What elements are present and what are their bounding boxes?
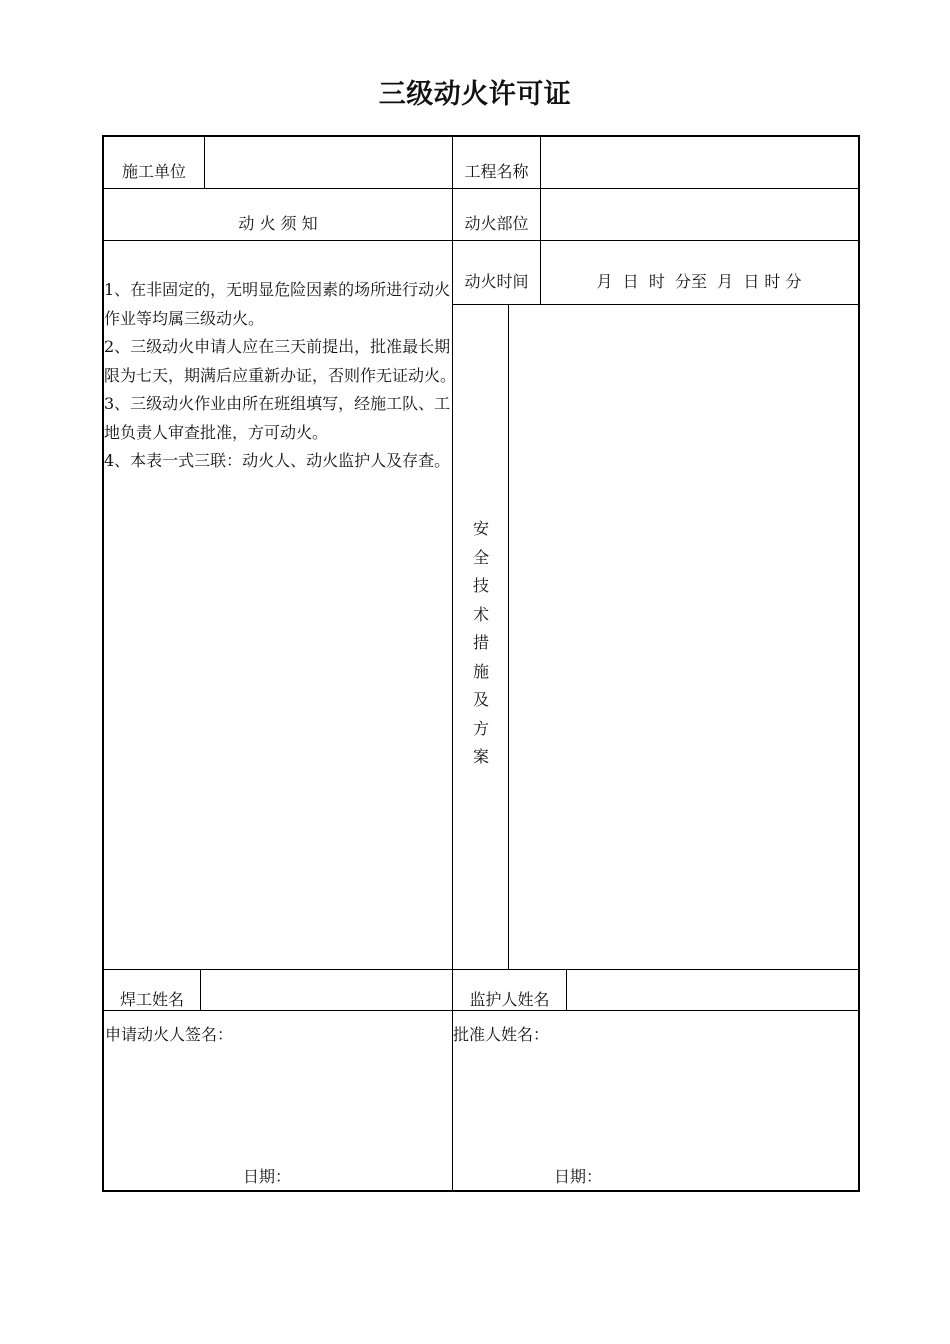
construction-unit-label: 施工单位 xyxy=(121,162,186,181)
welder-name-field[interactable] xyxy=(201,970,451,1010)
welder-name-label: 焊工姓名 xyxy=(119,990,184,1009)
notice-item: 2、三级动火申请人应在三天前提出，批准最长期限为七天，期满后应重新办证，否则作无证动火。 xyxy=(104,337,457,385)
page-title: 三级动火许可证 xyxy=(378,79,572,110)
safety-measures-char: 术 xyxy=(472,604,489,624)
project-name-field[interactable] xyxy=(541,138,857,188)
notice-item: 1、在非固定的，无明显危险因素的场所进行动火作业等均属三级动火。 xyxy=(104,280,451,328)
fire-time-field[interactable]: 月 日 时 分至 月 日 时 分 xyxy=(596,272,802,291)
row-divider-2 xyxy=(104,240,858,241)
safety-measures-char: 施 xyxy=(472,661,489,681)
safety-measures-char: 全 xyxy=(472,547,489,567)
safety-measures-field[interactable] xyxy=(509,305,857,969)
notice-item: 4、本表一式三联：动火人、动火监护人及存查。 xyxy=(104,451,451,470)
notice-list xyxy=(104,276,456,476)
notice-item: 3、三级动火作业由所在班组填写，经施工队、工地负责人审查批准，方可动火。 xyxy=(104,394,451,442)
safety-measures-char: 及 xyxy=(472,690,489,709)
safety-measures-label xyxy=(466,515,496,772)
project-name-label: 工程名称 xyxy=(464,162,529,181)
safety-measures-char: 案 xyxy=(472,747,489,766)
date-label: 日期： xyxy=(554,1167,603,1186)
safety-measures-char: 安 xyxy=(472,519,489,538)
approver-name-label: 批准人姓名： xyxy=(453,1025,550,1044)
notice-header: 动 火 须 知 xyxy=(238,214,318,233)
safety-measures-char: 方 xyxy=(472,718,489,738)
construction-unit-field[interactable] xyxy=(205,138,451,188)
fire-time-label: 动火时间 xyxy=(464,272,529,291)
fire-location-label: 动火部位 xyxy=(464,214,529,233)
fire-location-field[interactable] xyxy=(541,189,857,240)
safety-measures-char: 技 xyxy=(472,576,489,595)
guardian-name-label: 监护人姓名 xyxy=(469,990,550,1009)
applicant-signature-label: 申请动火人签名： xyxy=(105,1025,234,1044)
date-label: 日期： xyxy=(243,1167,292,1186)
guardian-name-field[interactable] xyxy=(567,970,857,1010)
safety-measures-char: 措 xyxy=(472,633,489,652)
row-divider-5 xyxy=(104,1010,858,1011)
